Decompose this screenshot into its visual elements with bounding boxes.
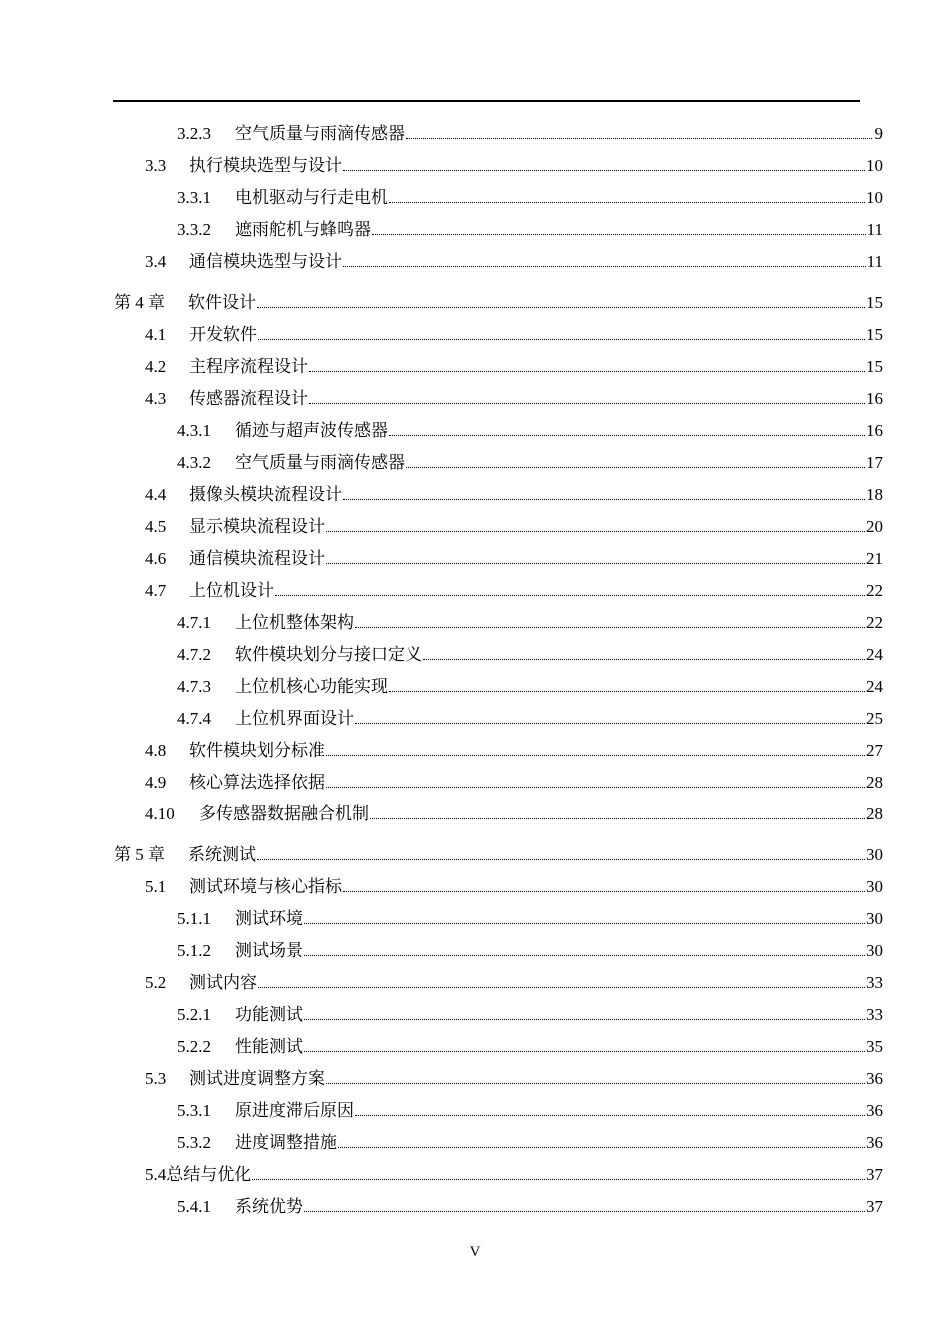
toc-entry-page: 17 — [866, 453, 883, 472]
toc-entry-number: 3.3 — [145, 156, 167, 175]
toc-entry-page: 22 — [866, 613, 883, 632]
toc-entry-page: 35 — [866, 1037, 883, 1056]
toc-subsection-entry[interactable] — [177, 905, 883, 929]
toc-entry-title: 软件模块划分标准 — [189, 741, 325, 760]
toc-entry-title: 通信模块流程设计 — [189, 549, 325, 568]
toc-entry-title: 性能测试 — [235, 1037, 303, 1056]
toc-entry-number: 4.7.2 — [177, 645, 211, 664]
toc-entry-page: 15 — [866, 293, 883, 312]
toc-entry-title: 测试内容 — [189, 973, 257, 992]
toc-entry-number: 4.3 — [145, 389, 167, 408]
toc-entry-title: 显示模块流程设计 — [189, 517, 325, 536]
toc-section-entry[interactable] — [145, 769, 883, 793]
toc-entry-title: 测试环境与核心指标 — [189, 877, 342, 896]
toc-entry-page: 30 — [866, 845, 883, 864]
toc-entry-number: 3.4 — [145, 252, 167, 271]
toc-entry-number: 3.2.3 — [177, 124, 211, 143]
dot-leader — [304, 954, 865, 956]
toc-entry-title: 多传感器数据融合机制 — [199, 804, 369, 823]
dot-leader — [406, 466, 865, 468]
dot-leader — [304, 922, 865, 924]
toc-chapter-entry[interactable] — [114, 841, 883, 865]
toc-section-entry[interactable] — [145, 969, 883, 993]
toc-entry-title: 空气质量与雨滴传感器 — [235, 453, 405, 472]
dot-leader — [326, 562, 865, 564]
toc-entry-page: 21 — [866, 549, 883, 568]
toc-subsection-entry[interactable] — [177, 120, 883, 144]
dot-leader — [343, 265, 866, 267]
dot-leader — [252, 1178, 865, 1180]
toc-entry-number: 5.2 — [145, 973, 167, 992]
toc-entry-number: 5.1.2 — [177, 941, 211, 960]
dot-leader — [370, 817, 865, 819]
toc-entry-page: 37 — [866, 1197, 883, 1216]
toc-entry-page: 10 — [866, 188, 883, 207]
toc-entry-title: 核心算法选择依据 — [189, 773, 325, 792]
toc-entry-title: 空气质量与雨滴传感器 — [235, 124, 405, 143]
toc-entry-page: 15 — [866, 357, 883, 376]
toc-entry-page: 36 — [866, 1069, 883, 1088]
toc-entry-title: 测试进度调整方案 — [189, 1069, 325, 1088]
toc-entry-page: 30 — [866, 877, 883, 896]
toc-entry-title: 上位机设计 — [189, 581, 274, 600]
toc-entry-title: 遮雨舵机与蜂鸣器 — [235, 220, 371, 239]
dot-leader — [406, 137, 872, 139]
toc-section-entry[interactable] — [145, 321, 883, 345]
dot-leader — [355, 626, 865, 628]
toc-entry-title: 循迹与超声波传感器 — [235, 421, 388, 440]
toc-entry-page: 37 — [866, 1165, 883, 1184]
dot-leader — [258, 986, 865, 988]
toc-section-entry[interactable] — [145, 873, 883, 897]
toc-entry-number: 4.7.1 — [177, 613, 211, 632]
dot-leader — [355, 1114, 865, 1116]
toc-entry-page: 24 — [866, 645, 883, 664]
toc-entry-number: 5.1 — [145, 877, 167, 896]
header-rule — [113, 100, 860, 102]
toc-entry-number: 3.3.2 — [177, 220, 211, 239]
toc-entry-number: 4.1 — [145, 325, 167, 344]
toc-subsection-entry[interactable] — [177, 1097, 883, 1121]
toc-entry-number: 5.4.1 — [177, 1197, 211, 1216]
toc-entry-title: 上位机界面设计 — [235, 709, 354, 728]
toc-entry-title: 软件模块划分与接口定义 — [235, 645, 422, 664]
toc-entry-page: 9 — [874, 124, 883, 143]
toc-entry-page: 18 — [866, 485, 883, 504]
toc-entry-number: 3.3.1 — [177, 188, 211, 207]
dot-leader — [309, 370, 865, 372]
dot-leader — [389, 434, 865, 436]
toc-subsection-entry[interactable] — [177, 1033, 883, 1057]
toc-entry-number: 4.8 — [145, 741, 167, 760]
toc-entry-page: 10 — [866, 156, 883, 175]
dot-leader — [304, 1018, 865, 1020]
toc-entry-title: 开发软件 — [189, 325, 257, 344]
toc-entry-number: 5.3.1 — [177, 1101, 211, 1120]
toc-subsection-entry[interactable] — [177, 417, 883, 441]
toc-entry-title: 系统优势 — [235, 1197, 303, 1216]
dot-leader — [304, 1210, 865, 1212]
dot-leader — [343, 498, 865, 500]
toc-entry-page: 28 — [866, 804, 883, 823]
toc-entry-title: 功能测试 — [235, 1005, 303, 1024]
toc-entry-title: 上位机核心功能实现 — [235, 677, 388, 696]
dot-leader — [304, 1050, 865, 1052]
toc-entry-number: 4.3.1 — [177, 421, 211, 440]
toc-subsection-entry[interactable] — [177, 609, 883, 633]
toc-entry-title: 主程序流程设计 — [189, 357, 308, 376]
toc-entry-number: 5.3 — [145, 1069, 167, 1088]
dot-leader — [343, 169, 865, 171]
page-number: V — [469, 1244, 481, 1260]
dot-leader — [372, 233, 866, 235]
toc-section-entry[interactable] — [145, 1161, 883, 1185]
toc-entry-page: 22 — [866, 581, 883, 600]
toc-entry-number: 第 5 章 — [114, 845, 165, 864]
toc-entry-page: 27 — [866, 741, 883, 760]
toc-subsection-entry[interactable] — [177, 673, 883, 697]
dot-leader — [326, 786, 865, 788]
toc-entry-title: 测试场景 — [235, 941, 303, 960]
toc-entry-number: 4.7 — [145, 581, 167, 600]
toc-entry-page: 11 — [866, 252, 883, 271]
toc-entry-title: 进度调整措施 — [235, 1133, 337, 1152]
toc-subsection-entry[interactable] — [177, 449, 883, 473]
dot-leader — [338, 1146, 865, 1148]
toc-entry-title: 原进度滞后原因 — [235, 1101, 354, 1120]
dot-leader — [343, 890, 865, 892]
toc-subsection-entry[interactable] — [177, 641, 883, 665]
toc-entry-page: 24 — [866, 677, 883, 696]
toc-entry-title: 上位机整体架构 — [235, 613, 354, 632]
toc-entry-page: 30 — [866, 909, 883, 928]
toc-entry-title: 通信模块选型与设计 — [189, 252, 342, 271]
toc-entry-page: 15 — [866, 325, 883, 344]
toc-subsection-entry[interactable] — [177, 184, 883, 208]
toc-section-entry[interactable] — [145, 385, 883, 409]
toc-section-entry[interactable] — [145, 577, 883, 601]
dot-leader — [326, 1082, 865, 1084]
toc-entry-title: 执行模块选型与设计 — [189, 156, 342, 175]
toc-entry-title: 系统测试 — [188, 845, 256, 864]
toc-entry-page: 25 — [866, 709, 883, 728]
dot-leader — [326, 530, 865, 532]
toc-entry-page: 20 — [866, 517, 883, 536]
toc-entry-page: 16 — [866, 421, 883, 440]
toc-entry-title: 总结与优化 — [166, 1165, 252, 1184]
dot-leader — [355, 722, 865, 724]
toc-entry-title: 软件设计 — [188, 293, 256, 312]
toc-entry-page: 33 — [866, 973, 883, 992]
dot-leader — [389, 690, 865, 692]
toc-entry-title: 电机驱动与行走电机 — [235, 188, 388, 207]
toc-subsection-entry[interactable] — [177, 1001, 883, 1025]
toc-section-entry[interactable] — [145, 737, 883, 761]
toc-entry-page: 30 — [866, 941, 883, 960]
toc-entry-number: 4.7.4 — [177, 709, 211, 728]
toc-entry-page: 16 — [866, 389, 883, 408]
toc-entry-number: 4.5 — [145, 517, 167, 536]
toc-entry-number: 5.4 — [145, 1165, 167, 1184]
toc-entry-page: 36 — [866, 1133, 883, 1152]
toc-entry-number: 4.6 — [145, 549, 167, 568]
toc-chapter-entry[interactable] — [114, 289, 883, 313]
toc-subsection-entry[interactable] — [177, 705, 883, 729]
toc-entry-number: 5.3.2 — [177, 1133, 211, 1152]
toc-entry-page: 28 — [866, 773, 883, 792]
toc-entry-number: 4.10 — [145, 804, 175, 823]
toc-entry-number: 5.2.2 — [177, 1037, 211, 1056]
toc-section-entry[interactable] — [145, 1065, 883, 1089]
dot-leader — [258, 338, 865, 340]
dot-leader — [257, 306, 865, 308]
toc-entry-number: 5.1.1 — [177, 909, 211, 928]
toc-subsection-entry[interactable] — [177, 1193, 883, 1217]
toc-entry-number: 4.7.3 — [177, 677, 211, 696]
toc-section-entry[interactable] — [145, 800, 883, 824]
toc-section-entry[interactable] — [145, 248, 883, 272]
toc-subsection-entry[interactable] — [177, 216, 883, 240]
toc-entry-title: 摄像头模块流程设计 — [189, 485, 342, 504]
toc-subsection-entry[interactable] — [177, 1129, 883, 1153]
toc-entry-page: 36 — [866, 1101, 883, 1120]
dot-leader — [423, 658, 865, 660]
toc-section-entry[interactable] — [145, 545, 883, 569]
toc-entry-title: 测试环境 — [235, 909, 303, 928]
toc-entry-number: 4.9 — [145, 773, 167, 792]
toc-entry-number: 4.4 — [145, 485, 167, 504]
toc-entry-number: 4.2 — [145, 357, 167, 376]
toc-section-entry[interactable] — [145, 152, 883, 176]
toc-subsection-entry[interactable] — [177, 937, 883, 961]
toc-entry-number: 5.2.1 — [177, 1005, 211, 1024]
toc-entry-page: 11 — [866, 220, 883, 239]
toc-entry-number: 4.3.2 — [177, 453, 211, 472]
toc-section-entry[interactable] — [145, 513, 883, 537]
toc-section-entry[interactable] — [145, 353, 883, 377]
toc-section-entry[interactable] — [145, 481, 883, 505]
dot-leader — [309, 402, 865, 404]
toc-entry-number: 第 4 章 — [114, 293, 165, 312]
dot-leader — [326, 754, 865, 756]
dot-leader — [389, 201, 865, 203]
toc-entry-title: 传感器流程设计 — [189, 389, 308, 408]
toc-entry-page: 33 — [866, 1005, 883, 1024]
dot-leader — [257, 858, 865, 860]
dot-leader — [275, 594, 865, 596]
